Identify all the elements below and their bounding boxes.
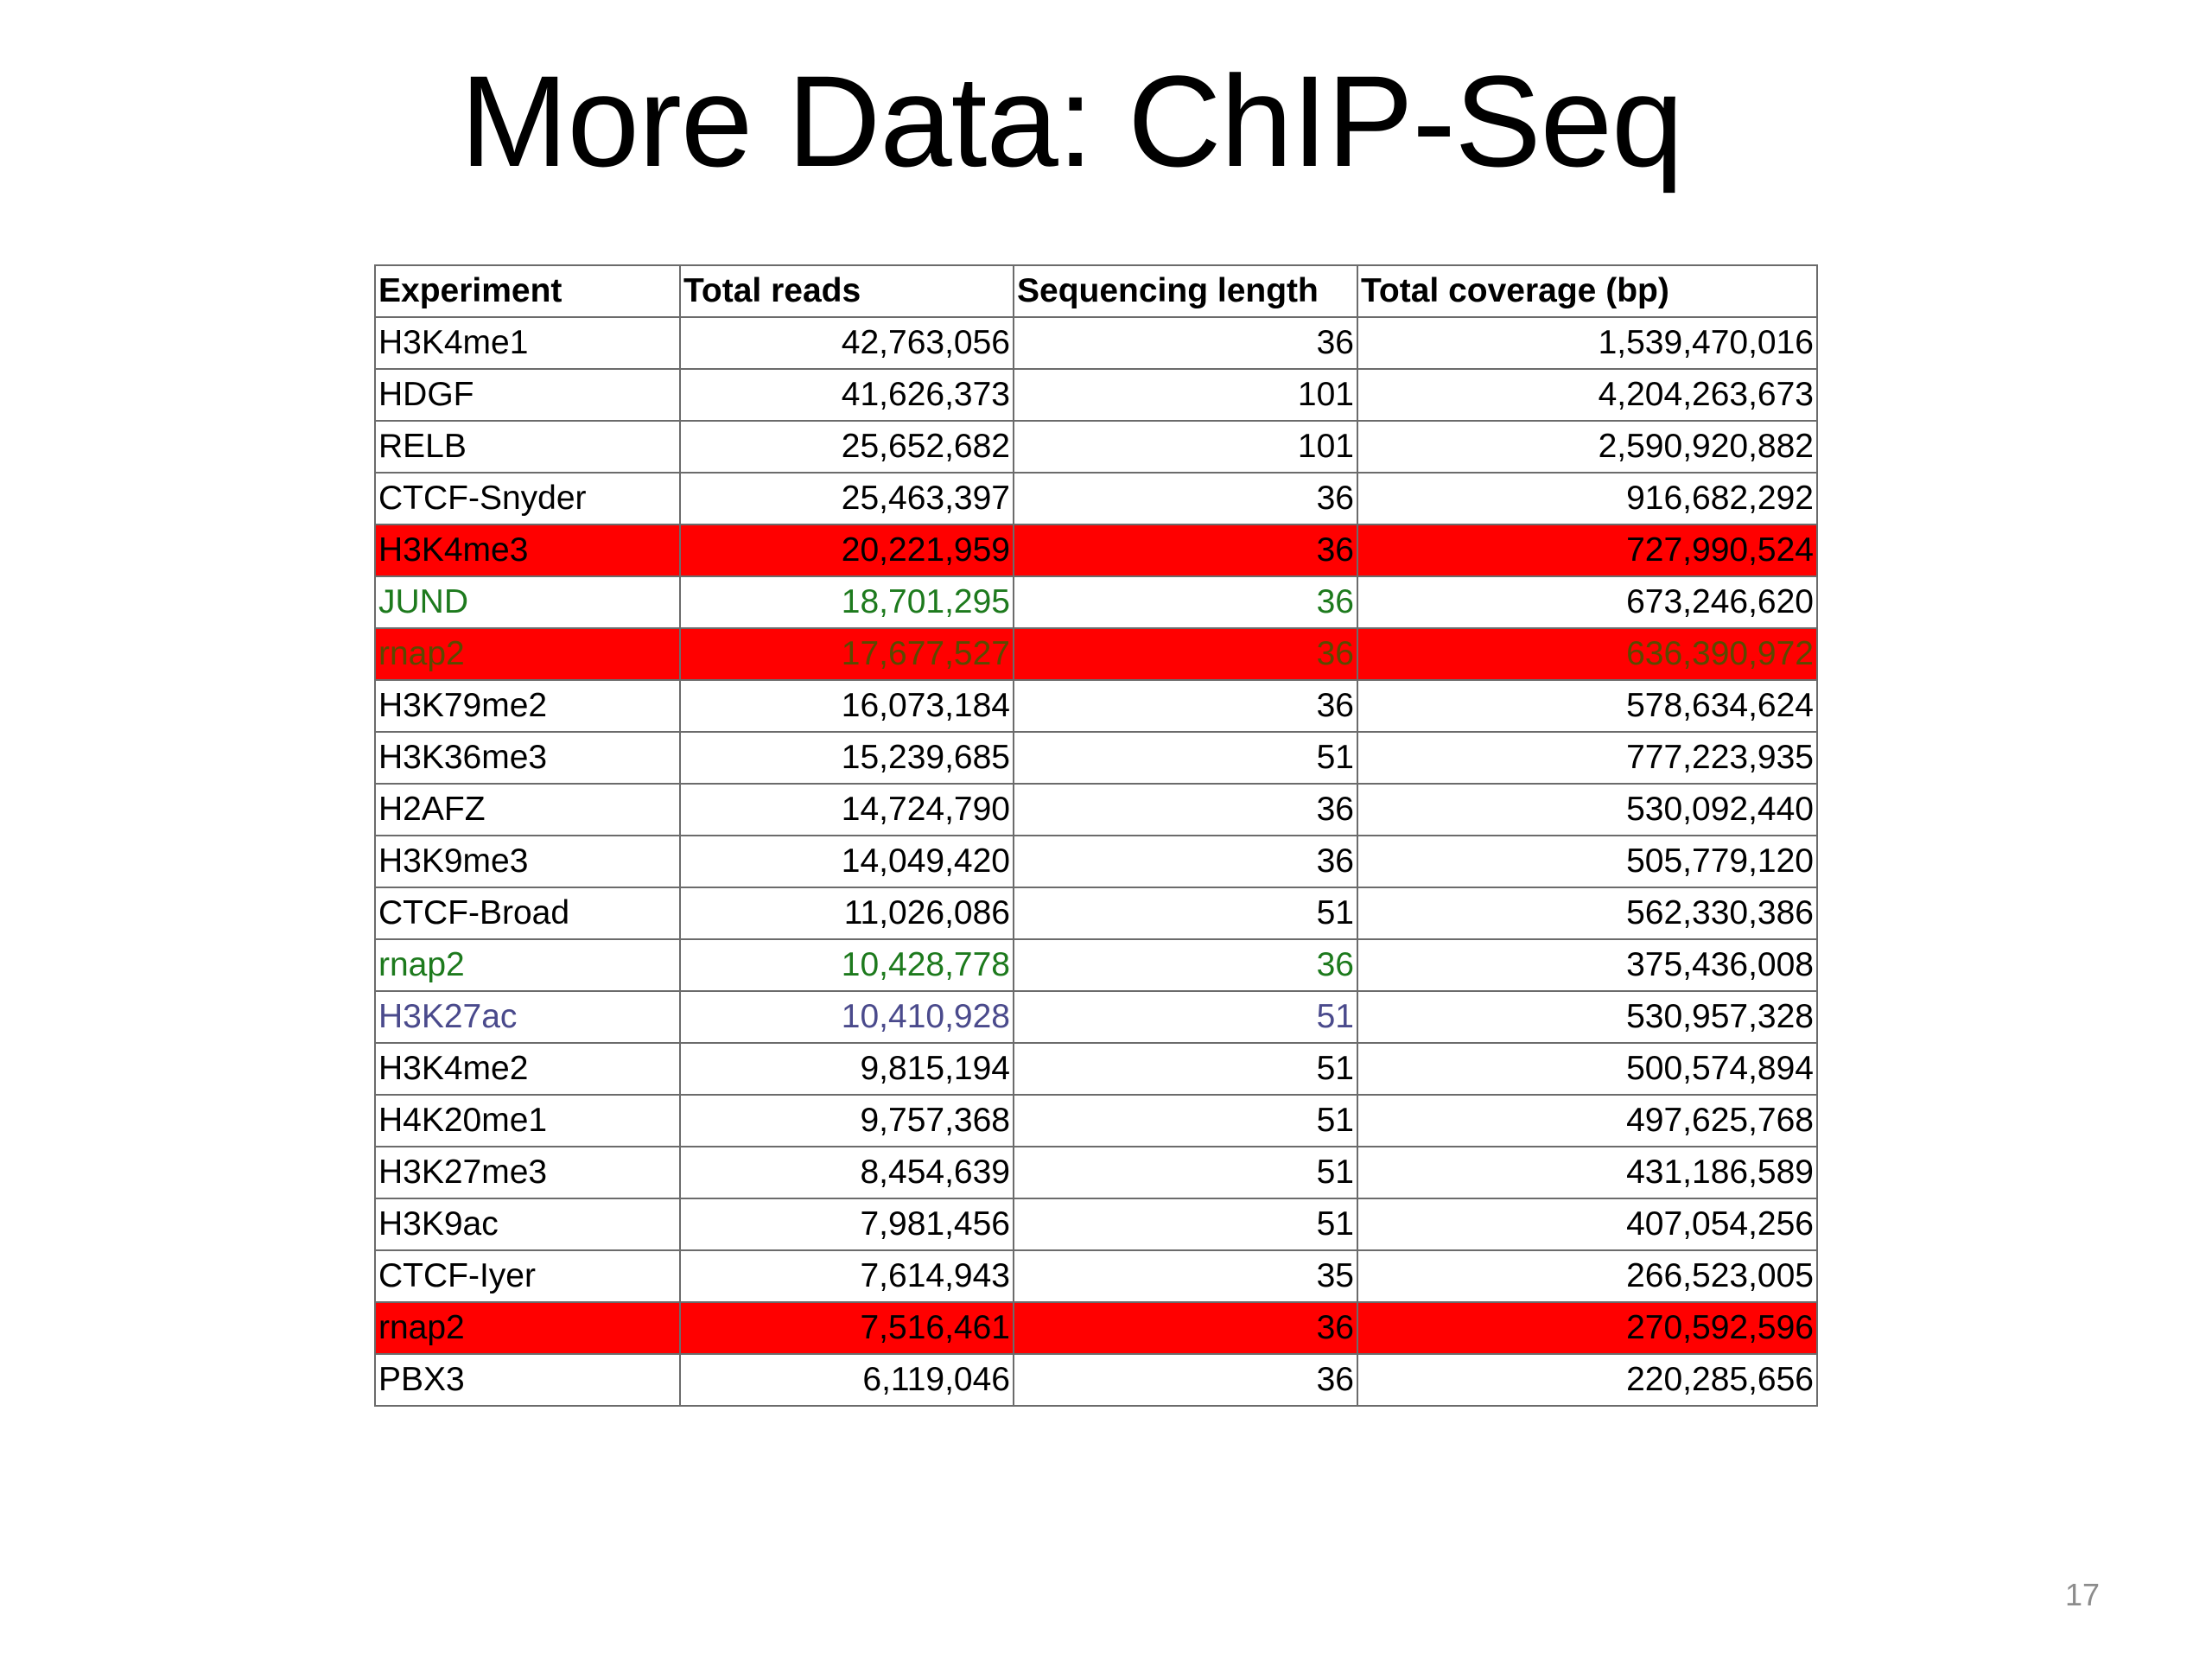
table-row [375,1043,1817,1095]
cell-total-reads: 20,221,959 [680,524,1014,576]
table-row [375,1302,1817,1354]
cell-total-coverage: 500,574,894 [1357,1043,1817,1095]
cell-total-reads: 11,026,086 [680,887,1014,939]
header-total-coverage: Total coverage (bp) [1357,265,1817,317]
cell-total-reads: 7,981,456 [680,1198,1014,1250]
cell-total-coverage: 497,625,768 [1357,1095,1817,1147]
table-row [375,680,1817,732]
cell-experiment: H3K9me3 [375,836,680,887]
cell-sequencing-length: 51 [1014,887,1357,939]
cell-total-reads: 10,410,928 [680,991,1014,1043]
cell-total-coverage: 1,539,470,016 [1357,317,1817,369]
cell-sequencing-length: 101 [1014,421,1357,473]
table-row [375,628,1817,680]
cell-sequencing-length: 51 [1014,1095,1357,1147]
cell-total-reads: 17,677,527 [680,628,1014,680]
cell-total-coverage: 375,436,008 [1357,939,1817,991]
cell-total-reads: 16,073,184 [680,680,1014,732]
cell-total-coverage: 431,186,589 [1357,1147,1817,1198]
cell-experiment: H3K27me3 [375,1147,680,1198]
cell-total-coverage: 2,590,920,882 [1357,421,1817,473]
cell-sequencing-length: 36 [1014,317,1357,369]
table-row [375,991,1817,1043]
cell-experiment: H3K36me3 [375,732,680,784]
table-row [375,1250,1817,1302]
cell-experiment: JUND [375,576,680,628]
cell-total-reads: 14,724,790 [680,784,1014,836]
cell-sequencing-length: 51 [1014,1147,1357,1198]
cell-total-coverage: 636,390,972 [1357,628,1817,680]
cell-total-coverage: 266,523,005 [1357,1250,1817,1302]
cell-sequencing-length: 51 [1014,732,1357,784]
cell-sequencing-length: 36 [1014,1354,1357,1406]
cell-experiment: H2AFZ [375,784,680,836]
table-row [375,836,1817,887]
cell-total-reads: 6,119,046 [680,1354,1014,1406]
table-row [375,887,1817,939]
cell-experiment: CTCF-Broad [375,887,680,939]
cell-sequencing-length: 36 [1014,576,1357,628]
cell-total-coverage: 916,682,292 [1357,473,1817,524]
cell-total-reads: 9,757,368 [680,1095,1014,1147]
chipseq-table [374,264,1818,1407]
cell-total-coverage: 4,204,263,673 [1357,369,1817,421]
cell-sequencing-length: 36 [1014,628,1357,680]
cell-sequencing-length: 101 [1014,369,1357,421]
cell-experiment: RELB [375,421,680,473]
cell-experiment: CTCF-Iyer [375,1250,680,1302]
cell-total-reads: 18,701,295 [680,576,1014,628]
cell-total-reads: 42,763,056 [680,317,1014,369]
cell-total-reads: 25,652,682 [680,421,1014,473]
cell-sequencing-length: 36 [1014,524,1357,576]
cell-experiment: rnap2 [375,1302,680,1354]
table-row [375,784,1817,836]
cell-sequencing-length: 36 [1014,784,1357,836]
cell-total-coverage: 727,990,524 [1357,524,1817,576]
cell-total-coverage: 562,330,386 [1357,887,1817,939]
table-row [375,1147,1817,1198]
cell-experiment: HDGF [375,369,680,421]
cell-total-reads: 7,614,943 [680,1250,1014,1302]
cell-sequencing-length: 51 [1014,1198,1357,1250]
cell-total-reads: 7,516,461 [680,1302,1014,1354]
cell-total-coverage: 505,779,120 [1357,836,1817,887]
cell-experiment: H3K79me2 [375,680,680,732]
cell-sequencing-length: 35 [1014,1250,1357,1302]
cell-total-reads: 9,815,194 [680,1043,1014,1095]
cell-total-reads: 10,428,778 [680,939,1014,991]
table-row [375,939,1817,991]
header-total-reads: Total reads [680,265,1014,317]
cell-experiment: rnap2 [375,939,680,991]
page-number: 17 [2064,1577,2100,1612]
table-row [375,369,1817,421]
table-row [375,524,1817,576]
table-row [375,317,1817,369]
cell-sequencing-length: 36 [1014,473,1357,524]
slide-title: More Data: ChIP-Seq [460,48,1683,194]
cell-total-reads: 41,626,373 [680,369,1014,421]
cell-total-coverage: 530,092,440 [1357,784,1817,836]
cell-experiment: H3K4me3 [375,524,680,576]
header-sequencing-length: Sequencing length [1014,265,1357,317]
cell-sequencing-length: 36 [1014,939,1357,991]
cell-total-reads: 14,049,420 [680,836,1014,887]
cell-sequencing-length: 51 [1014,991,1357,1043]
cell-total-reads: 25,463,397 [680,473,1014,524]
table-header-row [375,265,1817,317]
cell-total-coverage: 673,246,620 [1357,576,1817,628]
cell-total-coverage: 270,592,596 [1357,1302,1817,1354]
cell-sequencing-length: 51 [1014,1043,1357,1095]
cell-total-reads: 15,239,685 [680,732,1014,784]
table-row [375,421,1817,473]
table-row [375,1198,1817,1250]
table-row [375,473,1817,524]
table-row [375,732,1817,784]
cell-experiment: H4K20me1 [375,1095,680,1147]
table-row [375,1354,1817,1406]
cell-sequencing-length: 36 [1014,1302,1357,1354]
cell-experiment: PBX3 [375,1354,680,1406]
cell-experiment: CTCF-Snyder [375,473,680,524]
cell-total-coverage: 220,285,656 [1357,1354,1817,1406]
table-row [375,1095,1817,1147]
cell-sequencing-length: 36 [1014,680,1357,732]
cell-total-coverage: 407,054,256 [1357,1198,1817,1250]
cell-experiment: H3K9ac [375,1198,680,1250]
cell-total-coverage: 578,634,624 [1357,680,1817,732]
cell-experiment: H3K4me2 [375,1043,680,1095]
cell-experiment: rnap2 [375,628,680,680]
table-row [375,576,1817,628]
cell-sequencing-length: 36 [1014,836,1357,887]
cell-total-coverage: 777,223,935 [1357,732,1817,784]
cell-experiment: H3K27ac [375,991,680,1043]
cell-total-coverage: 530,957,328 [1357,991,1817,1043]
cell-experiment: H3K4me1 [375,317,680,369]
header-experiment: Experiment [375,265,680,317]
cell-total-reads: 8,454,639 [680,1147,1014,1198]
